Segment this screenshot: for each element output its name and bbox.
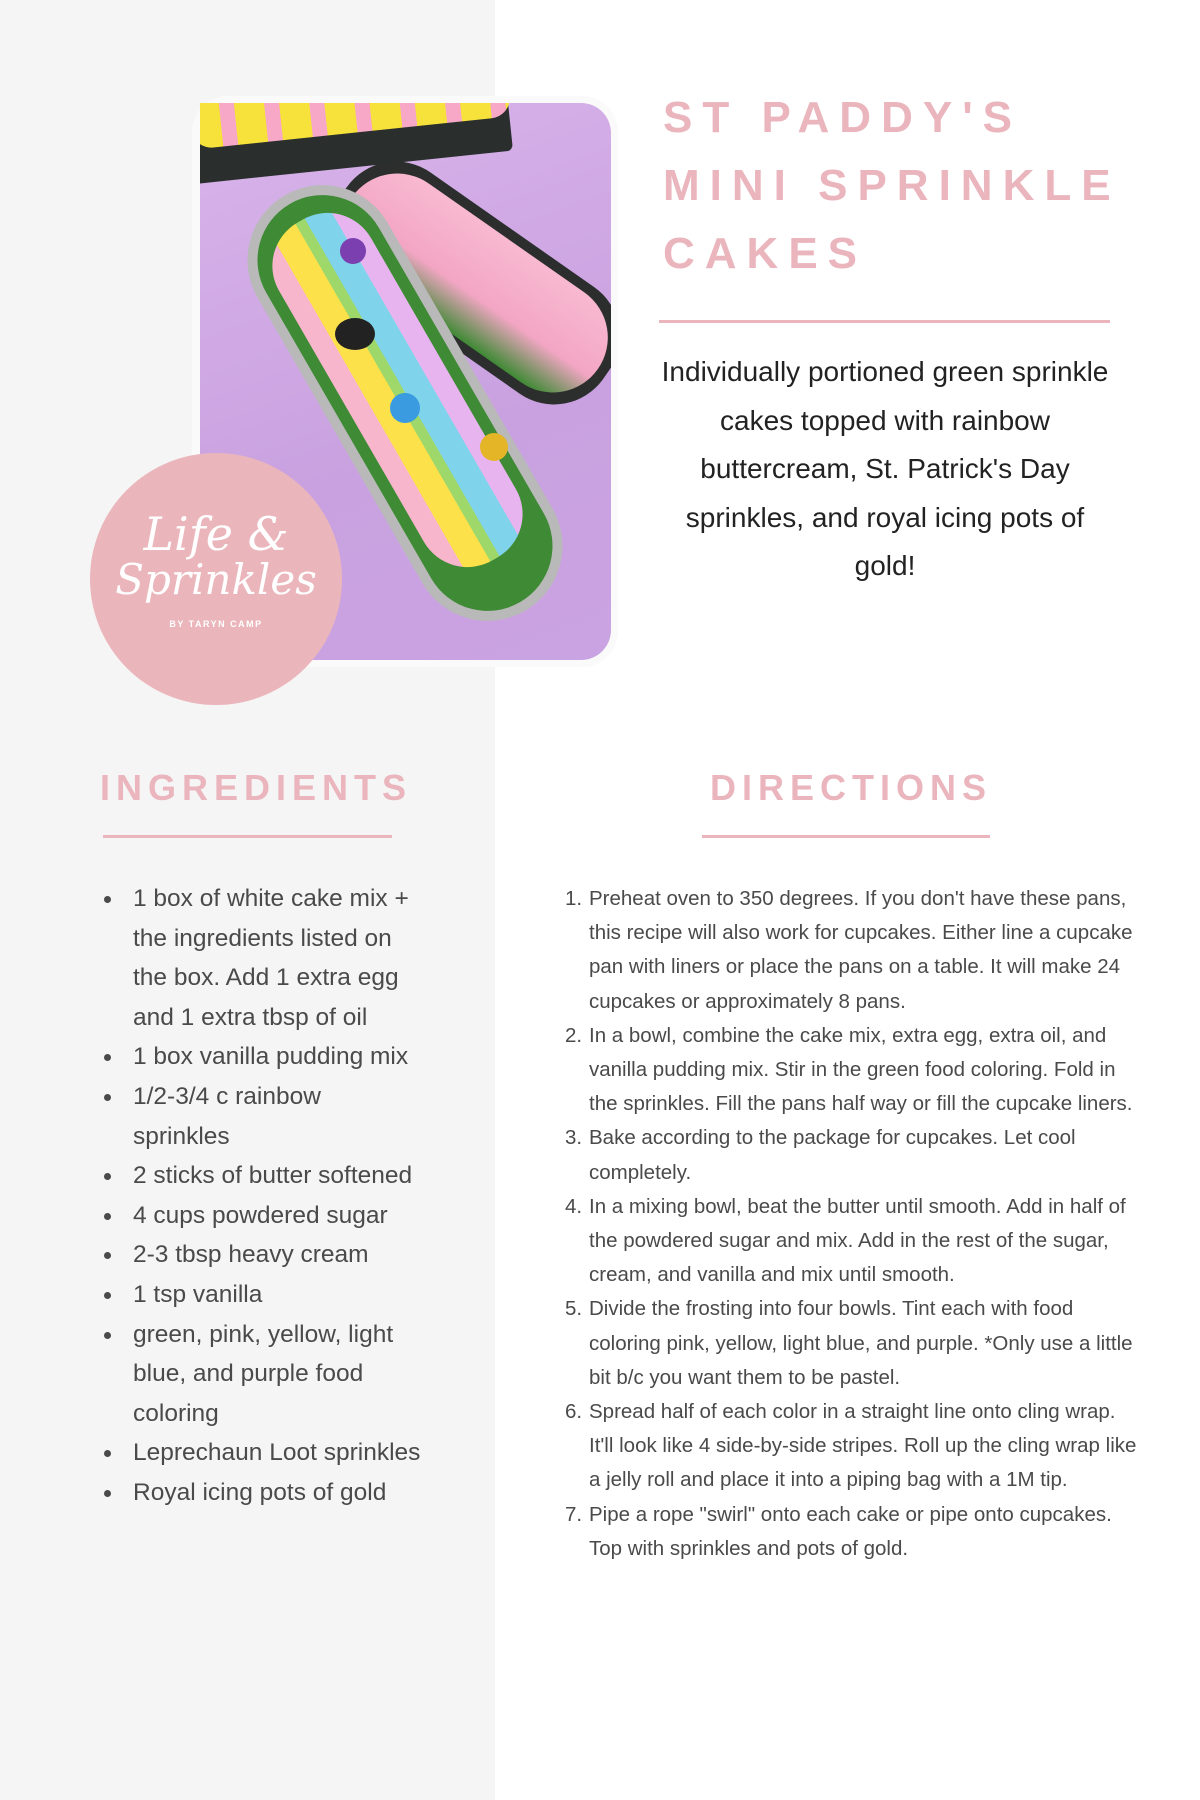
ingredient-item <box>104 1196 424 1236</box>
brand-logo <box>90 453 342 705</box>
directions-divider <box>702 835 990 838</box>
step-text: In a mixing bowl, beat the butter until smooth. Add in half of the powdered sugar and mix. Add in the rest of the sugar, cream, and vanilla and mix until smooth. <box>589 1194 1126 1287</box>
bullet-icon <box>104 1094 111 1101</box>
ingredient-item <box>104 1433 424 1473</box>
bullet-icon <box>104 896 111 903</box>
direction-step <box>565 882 1137 1019</box>
step-number: 3. <box>565 1126 583 1150</box>
bullet-icon <box>104 1054 111 1061</box>
ingredients-list <box>104 879 424 1513</box>
pot-of-gold <box>335 318 375 350</box>
sprinkle-ball <box>480 433 508 461</box>
bullet-icon <box>104 1332 111 1339</box>
step-text: Preheat oven to 350 degrees. If you don't have these pans, this recipe will also work for cupcakes. Either line a cupcake pan with liners or place the pans on a table. It will make 24 cupcakes or approximately 8 pans. <box>589 887 1133 1013</box>
step-text: Spread half of each color in a straight line onto cling wrap. It'll look like 4 side-by-side stripes. Roll up the cling wrap like a jelly roll and place it into a piping bag with a 1M tip. <box>589 1400 1137 1492</box>
directions-list <box>565 882 1137 1566</box>
ingredient-item <box>104 879 424 1037</box>
direction-step <box>565 1395 1137 1498</box>
bullet-icon <box>104 1252 111 1259</box>
logo-byline: BY TARYN CAMP <box>169 619 263 629</box>
direction-step <box>565 1292 1137 1395</box>
ingredients-divider <box>103 835 392 838</box>
ingredient-text: 1 box vanilla pudding mix <box>133 1043 409 1071</box>
sprinkle-ball <box>340 238 366 264</box>
bullet-icon <box>104 1173 111 1180</box>
title-line: CAKES <box>663 229 868 278</box>
step-text: Bake according to the package for cupcakes. Let cool completely. <box>589 1126 1076 1184</box>
ingredient-text: 1 box of white cake mix + the ingredients listed on the box. Add 1 extra egg and 1 extra tbsp of oil <box>133 885 409 1031</box>
ingredient-text: 2 sticks of butter softened <box>133 1162 413 1190</box>
logo-text: Life & <box>143 507 289 561</box>
ingredient-text: 2-3 tbsp heavy cream <box>133 1241 369 1269</box>
step-number: 4. <box>565 1194 583 1218</box>
step-number: 6. <box>565 1400 583 1424</box>
ingredient-text: Royal icing pots of gold <box>133 1478 387 1506</box>
ingredient-item <box>104 1315 424 1434</box>
step-number: 5. <box>565 1297 583 1321</box>
ingredient-item <box>104 1473 424 1513</box>
step-number: 1. <box>565 887 583 910</box>
ingredients-heading: INGREDIENTS <box>100 767 413 808</box>
ingredient-item <box>104 1156 424 1196</box>
bullet-icon <box>104 1450 111 1457</box>
recipe-description: Individually portioned green sprinkle cakes topped with rainbow buttercream, St. Patrick's Day sprinkles, and royal icing pots of gold! <box>661 356 1109 581</box>
logo-text: Sprinkles <box>115 555 317 604</box>
ingredient-text: green, pink, yellow, light blue, and purple food coloring <box>133 1320 394 1427</box>
title-line: ST PADDY'S <box>663 93 1023 142</box>
ingredient-text: 4 cups powdered sugar <box>133 1201 388 1229</box>
direction-step <box>565 1019 1137 1122</box>
bullet-icon <box>104 1213 111 1220</box>
title-line: MINI SPRINKLE <box>663 161 1121 210</box>
direction-step <box>565 1190 1137 1293</box>
ingredient-text: Leprechaun Loot sprinkles <box>133 1439 421 1467</box>
direction-step <box>565 1498 1137 1566</box>
direction-step <box>565 1121 1137 1189</box>
step-text: In a bowl, combine the cake mix, extra egg, extra oil, and vanilla pudding mix. Stir in the green food coloring. Fold in the sprinkles. Fill the pans half way or fill the cupcake liners. <box>589 1023 1133 1116</box>
sprinkle-ball <box>390 393 420 423</box>
ingredient-item <box>104 1077 424 1156</box>
ingredient-item <box>104 1275 424 1315</box>
ingredient-text: 1/2-3/4 c rainbow sprinkles <box>133 1082 321 1150</box>
step-text: Divide the frosting into four bowls. Tint each with food coloring pink, yellow, light blue, and purple. *Only use a little bit b/c you want them to be pastel. <box>589 1297 1133 1389</box>
ingredient-item <box>104 1037 424 1077</box>
directions-heading: DIRECTIONS <box>710 767 993 808</box>
step-text: Pipe a rope "swirl" onto each cake or pipe onto cupcakes. Top with sprinkles and pots of gold. <box>589 1502 1112 1560</box>
bullet-icon <box>104 1292 111 1299</box>
step-number: 2. <box>565 1023 583 1047</box>
step-number: 7. <box>565 1502 583 1526</box>
recipe-title <box>663 84 1183 288</box>
bullet-icon <box>104 1490 111 1497</box>
title-divider <box>659 320 1110 323</box>
ingredient-item <box>104 1235 424 1275</box>
ingredient-text: 1 tsp vanilla <box>133 1280 263 1308</box>
